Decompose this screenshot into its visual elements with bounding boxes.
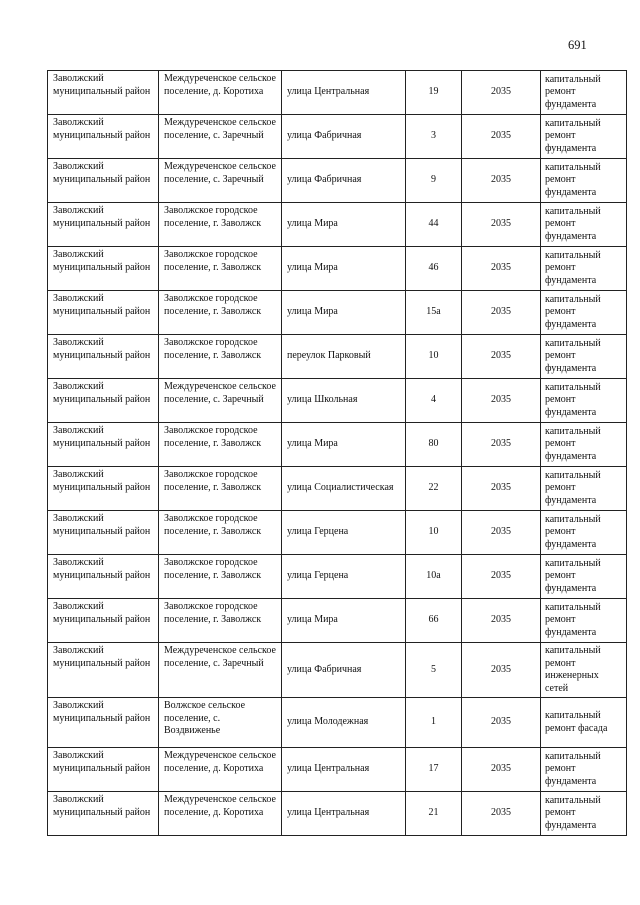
settlement-cell: Междуреченское сельское поселение, с. Заречный xyxy=(159,379,282,423)
district-cell: Заволжский муниципальный район xyxy=(48,159,159,203)
settlement-cell: Междуреченское сельское поселение, с. Заречный xyxy=(159,115,282,159)
district-cell: Заволжский муниципальный район xyxy=(48,511,159,555)
year-cell: 2035 xyxy=(462,335,541,379)
settlement-cell: Заволжское городское поселение, г. Заволжск xyxy=(159,599,282,643)
street-cell: улица Фабричная xyxy=(282,159,406,203)
year-cell: 2035 xyxy=(462,555,541,599)
year-cell: 2035 xyxy=(462,115,541,159)
house-number-cell: 10 xyxy=(406,335,462,379)
settlement-cell: Заволжское городское поселение, г. Заволжск xyxy=(159,335,282,379)
house-number-cell: 17 xyxy=(406,748,462,792)
year-cell: 2035 xyxy=(462,698,541,748)
district-cell: Заволжский муниципальный район xyxy=(48,291,159,335)
work-type-cell: капитальный ремонт фундамента xyxy=(541,247,627,291)
district-cell: Заволжский муниципальный район xyxy=(48,467,159,511)
table-row xyxy=(48,247,627,291)
house-number-cell: 9 xyxy=(406,159,462,203)
house-number-cell: 21 xyxy=(406,792,462,836)
year-cell: 2035 xyxy=(462,159,541,203)
table-row xyxy=(48,203,627,247)
table-row xyxy=(48,115,627,159)
house-number-cell: 5 xyxy=(406,643,462,698)
table-row xyxy=(48,555,627,599)
street-cell: улица Школьная xyxy=(282,379,406,423)
district-cell: Заволжский муниципальный район xyxy=(48,247,159,291)
table-row xyxy=(48,335,627,379)
district-cell: Заволжский муниципальный район xyxy=(48,115,159,159)
work-type-cell: капитальный ремонт фундамента xyxy=(541,467,627,511)
table-row xyxy=(48,748,627,792)
settlement-cell: Заволжское городское поселение, г. Заволжск xyxy=(159,291,282,335)
year-cell: 2035 xyxy=(462,467,541,511)
street-cell: улица Герцена xyxy=(282,511,406,555)
settlement-cell: Заволжское городское поселение, г. Заволжск xyxy=(159,203,282,247)
settlement-cell: Междуреченское сельское поселение, с. Заречный xyxy=(159,643,282,698)
year-cell: 2035 xyxy=(462,748,541,792)
work-type-cell: капитальный ремонт фундамента xyxy=(541,792,627,836)
work-type-cell: капитальный ремонт фундамента xyxy=(541,555,627,599)
table-row xyxy=(48,379,627,423)
work-type-cell: капитальный ремонт фундамента xyxy=(541,511,627,555)
house-number-cell: 10а xyxy=(406,555,462,599)
street-cell: улица Социалистическая xyxy=(282,467,406,511)
district-cell: Заволжский муниципальный район xyxy=(48,555,159,599)
year-cell: 2035 xyxy=(462,291,541,335)
year-cell: 2035 xyxy=(462,792,541,836)
work-type-cell: капитальный ремонт фундамента xyxy=(541,71,627,115)
house-number-cell: 44 xyxy=(406,203,462,247)
house-number-cell: 1 xyxy=(406,698,462,748)
table-row xyxy=(48,291,627,335)
work-type-cell: капитальный ремонт фундамента xyxy=(541,115,627,159)
settlement-cell: Заволжское городское поселение, г. Заволжск xyxy=(159,555,282,599)
settlement-cell: Волжское сельское поселение, с. Воздвиженье xyxy=(159,698,282,748)
page-number: 691 xyxy=(568,38,587,52)
district-cell: Заволжский муниципальный район xyxy=(48,379,159,423)
work-type-cell: капитальный ремонт фундамента xyxy=(541,335,627,379)
year-cell: 2035 xyxy=(462,71,541,115)
house-number-cell: 4 xyxy=(406,379,462,423)
settlement-cell: Междуреченское сельское поселение, д. Коротиха xyxy=(159,71,282,115)
year-cell: 2035 xyxy=(462,247,541,291)
table-row xyxy=(48,643,627,698)
settlement-cell: Заволжское городское поселение, г. Заволжск xyxy=(159,247,282,291)
table-body xyxy=(48,71,627,836)
house-number-cell: 80 xyxy=(406,423,462,467)
house-number-cell: 46 xyxy=(406,247,462,291)
year-cell: 2035 xyxy=(462,203,541,247)
street-cell: переулок Парковый xyxy=(282,335,406,379)
house-number-cell: 15а xyxy=(406,291,462,335)
work-type-cell: капитальный ремонт фундамента xyxy=(541,423,627,467)
year-cell: 2035 xyxy=(462,511,541,555)
street-cell: улица Центральная xyxy=(282,748,406,792)
year-cell: 2035 xyxy=(462,643,541,698)
table-row xyxy=(48,599,627,643)
street-cell: улица Мира xyxy=(282,599,406,643)
settlement-cell: Междуреченское сельское поселение, с. Заречный xyxy=(159,159,282,203)
table-row xyxy=(48,71,627,115)
work-type-cell: капитальный ремонт фундамента xyxy=(541,291,627,335)
district-cell: Заволжский муниципальный район xyxy=(48,423,159,467)
house-number-cell: 66 xyxy=(406,599,462,643)
district-cell: Заволжский муниципальный район xyxy=(48,599,159,643)
street-cell: улица Герцена xyxy=(282,555,406,599)
table-row xyxy=(48,423,627,467)
street-cell: улица Мира xyxy=(282,423,406,467)
year-cell: 2035 xyxy=(462,599,541,643)
work-type-cell: капитальный ремонт фундамента xyxy=(541,748,627,792)
table-row xyxy=(48,698,627,748)
settlement-cell: Междуреченское сельское поселение, д. Коротиха xyxy=(159,792,282,836)
street-cell: улица Фабричная xyxy=(282,643,406,698)
housing-repair-table xyxy=(47,70,627,836)
street-cell: улица Мира xyxy=(282,247,406,291)
work-type-cell: капитальный ремонт фундамента xyxy=(541,159,627,203)
house-number-cell: 19 xyxy=(406,71,462,115)
settlement-cell: Заволжское городское поселение, г. Заволжск xyxy=(159,467,282,511)
settlement-cell: Заволжское городское поселение, г. Заволжск xyxy=(159,511,282,555)
work-type-cell: капитальный ремонт фундамента xyxy=(541,379,627,423)
year-cell: 2035 xyxy=(462,379,541,423)
house-number-cell: 22 xyxy=(406,467,462,511)
house-number-cell: 3 xyxy=(406,115,462,159)
district-cell: Заволжский муниципальный район xyxy=(48,698,159,748)
district-cell: Заволжский муниципальный район xyxy=(48,748,159,792)
work-type-cell: капитальный ремонт инженерных сетей xyxy=(541,643,627,698)
street-cell: улица Мира xyxy=(282,203,406,247)
district-cell: Заволжский муниципальный район xyxy=(48,792,159,836)
work-type-cell: капитальный ремонт фасада xyxy=(541,698,627,748)
street-cell: улица Фабричная xyxy=(282,115,406,159)
street-cell: улица Молодежная xyxy=(282,698,406,748)
table-row xyxy=(48,511,627,555)
table-row xyxy=(48,792,627,836)
table-row xyxy=(48,159,627,203)
house-number-cell: 10 xyxy=(406,511,462,555)
work-type-cell: капитальный ремонт фундамента xyxy=(541,203,627,247)
street-cell: улица Центральная xyxy=(282,792,406,836)
street-cell: улица Центральная xyxy=(282,71,406,115)
settlement-cell: Заволжское городское поселение, г. Заволжск xyxy=(159,423,282,467)
district-cell: Заволжский муниципальный район xyxy=(48,203,159,247)
work-type-cell: капитальный ремонт фундамента xyxy=(541,599,627,643)
year-cell: 2035 xyxy=(462,423,541,467)
district-cell: Заволжский муниципальный район xyxy=(48,643,159,698)
district-cell: Заволжский муниципальный район xyxy=(48,71,159,115)
street-cell: улица Мира xyxy=(282,291,406,335)
district-cell: Заволжский муниципальный район xyxy=(48,335,159,379)
settlement-cell: Междуреченское сельское поселение, д. Коротиха xyxy=(159,748,282,792)
table-row xyxy=(48,467,627,511)
